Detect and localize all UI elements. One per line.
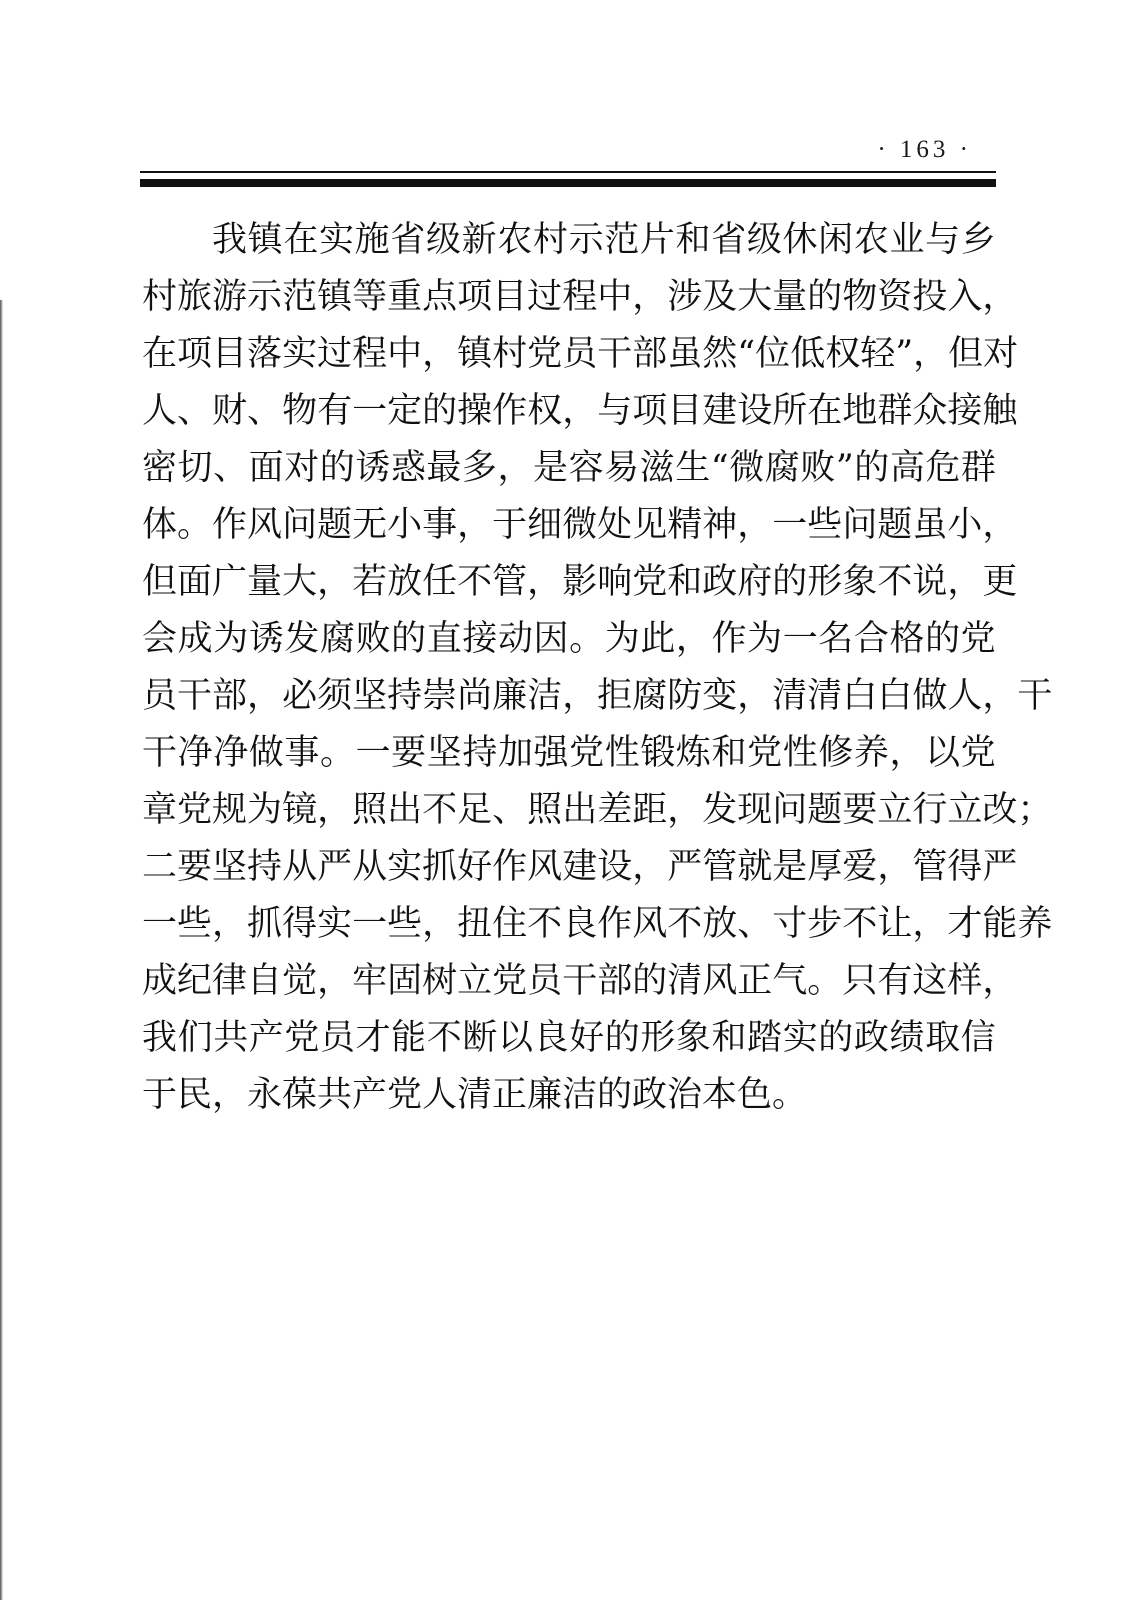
page-number: · 163 ·: [877, 136, 972, 163]
text-line: 一 些 ， 抓 得 实 一 些 ， 扭 住 不 良 作 风 不 放 、 寸 步 不 让 ， 才 能 养: [142, 904, 1053, 944]
text-line: 于民，永葆共产党人清正廉洁的政治本色。: [142, 1075, 808, 1115]
header-rule-thin: [140, 171, 996, 173]
header-rule-thick: [140, 179, 996, 187]
text-line: 干 净 净 做 事 。 一 要 坚 持 加 强 党 性 锻 炼 和 党 性 修 养 ， 以 党: [142, 733, 996, 773]
text-line: 体 。 作 风 问 题 无 小 事 ， 于 细 微 处 见 精 神 ， 一 些 问 题 虽 小 ，: [142, 505, 1018, 545]
text-line: 员 干 部 ， 必 须 坚 持 崇 尚 廉 洁 ， 拒 腐 防 变 ， 清 清 白 白 做 人 ， 干: [142, 676, 1053, 716]
text-line: 章 党 规 为 镜 ， 照 出 不 足 、 照 出 差 距 ， 发 现 问 题 要 立 行 立 改 ；: [142, 790, 1053, 830]
text-line: 在 项 目 落 实 过 程 中 ， 镇 村 党 员 干 部 虽 然 “ 位 低 权 轻 ” ， 但 对: [142, 334, 1019, 374]
text-line: 我 镇 在 实 施 省 级 新 农 村 示 范 片 和 省 级 休 闲 农 业 与 乡: [212, 220, 996, 260]
text-line: 二 要 坚 持 从 严 从 实 抓 好 作 风 建 设 ， 严 管 就 是 厚 爱 ， 管 得 严: [142, 847, 1018, 887]
text-line: 我 们 共 产 党 员 才 能 不 断 以 良 好 的 形 象 和 踏 实 的 政 绩 取 信: [142, 1018, 996, 1058]
text-line: 成 纪 律 自 觉 ， 牢 固 树 立 党 员 干 部 的 清 风 正 气 。 只 有 这 样 ，: [142, 961, 1018, 1001]
text-line: 人 、 财 、 物 有 一 定 的 操 作 权 ， 与 项 目 建 设 所 在 地 群 众 接 触: [142, 391, 1018, 431]
text-line: 密 切 、 面 对 的 诱 惑 最 多 ， 是 容 易 滋 生 “ 微 腐 败 ” 的 高 危 群: [142, 448, 996, 488]
scan-edge-shadow: [0, 300, 3, 1600]
text-line: 会 成 为 诱 发 腐 败 的 直 接 动 因 。 为 此 ， 作 为 一 名 合 格 的 党: [142, 619, 996, 659]
text-line: 村 旅 游 示 范 镇 等 重 点 项 目 过 程 中 ， 涉 及 大 量 的 物 资 投 入 ，: [142, 277, 1018, 317]
body-paragraph: [142, 212, 1053, 1124]
text-line: 但 面 广 量 大 ， 若 放 任 不 管 ， 影 响 党 和 政 府 的 形 象 不 说 ， 更: [142, 562, 1018, 602]
